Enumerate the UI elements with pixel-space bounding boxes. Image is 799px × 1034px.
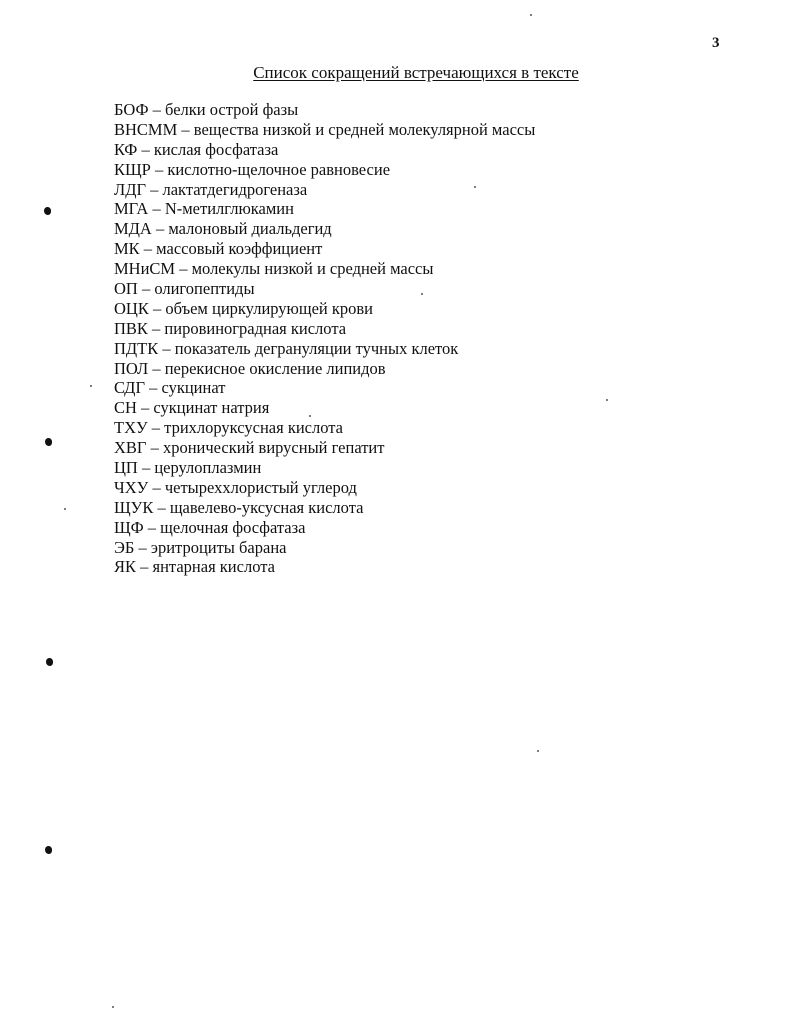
list-item: ПВК – пировиноградная кислота: [114, 318, 347, 338]
list-item: СН – сукцинат натрия: [114, 398, 270, 418]
list-item: ЧХУ – четыреххлористый углерод: [114, 477, 357, 497]
punch-hole-mark: [44, 207, 51, 215]
page-title: Список сокращений встречающихся в тексте: [253, 63, 579, 82]
list-item: ЦП – церулоплазмин: [114, 458, 262, 478]
list-item: МГА – N-метилглюкамин: [114, 199, 294, 219]
page-number: 3: [712, 35, 720, 51]
scan-speck: [606, 399, 608, 401]
list-item: СДГ – сукцинат: [114, 378, 226, 398]
list-item: ЯК – янтарная кислота: [114, 557, 275, 577]
scan-speck: [90, 385, 92, 387]
punch-hole-mark: [45, 846, 52, 854]
scan-speck: [421, 293, 423, 295]
list-item: ЭБ – эритроциты барана: [114, 537, 287, 557]
list-item: ЛДГ – лактатдегидрогеназа: [114, 179, 308, 199]
list-item: МНиСМ – молекулы низкой и средней массы: [114, 259, 434, 279]
scan-speck: [530, 14, 532, 16]
list-item: ХВГ – хронический вирусный гепатит: [114, 438, 385, 458]
list-item: ОП – олигопептиды: [114, 279, 255, 299]
scan-speck: [309, 415, 311, 417]
list-item: БОФ – белки острой фазы: [114, 100, 299, 119]
punch-hole-mark: [45, 438, 52, 446]
list-item: ОЦК – объем циркулирующей крови: [114, 298, 374, 318]
list-item: МК – массовый коэффициент: [114, 239, 323, 259]
scan-speck: [474, 186, 476, 188]
punch-hole-mark: [46, 658, 53, 666]
list-item: ЩФ – щелочная фосфатаза: [114, 517, 306, 537]
scan-speck: [64, 508, 66, 510]
list-item: ВНСММ – вещества низкой и средней молекулярной массы: [114, 119, 536, 139]
list-item: КЩР – кислотно-щелочное равновесие: [114, 159, 391, 179]
list-item: ЩУК – щавелево-уксусная кислота: [114, 497, 364, 517]
list-item: ПОЛ – перекисное окисление липидов: [114, 358, 386, 378]
scan-speck: [112, 1006, 114, 1008]
scan-speck: [537, 750, 539, 752]
list-item: МДА – малоновый диальдегид: [114, 219, 332, 239]
list-item: ТХУ – трихлоруксусная кислота: [114, 418, 344, 438]
list-item: КФ – кислая фосфатаза: [114, 139, 279, 159]
list-item: ПДТК – показатель дегрануляции тучных клеток: [114, 338, 459, 358]
abbreviation-list: [114, 100, 535, 577]
